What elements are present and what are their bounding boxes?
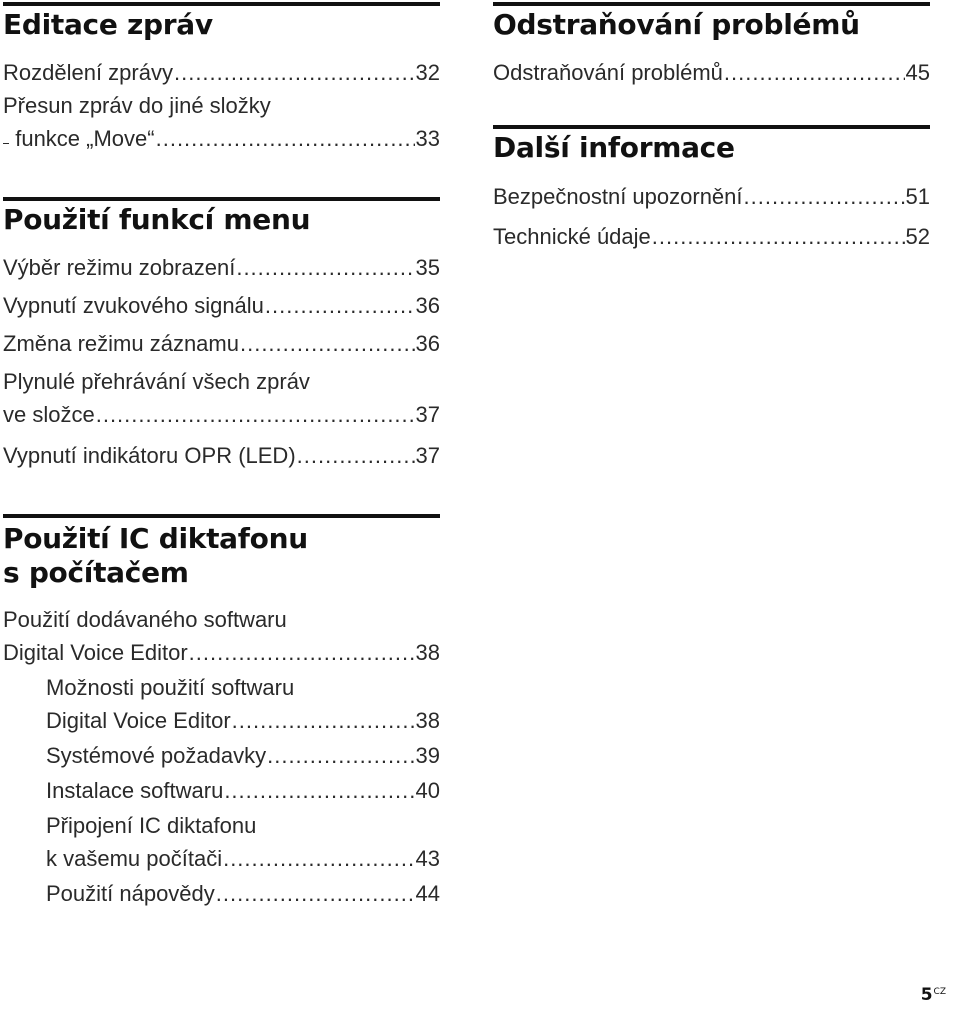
page-number-value: 5	[920, 985, 933, 1005]
toc-leader-dots	[224, 774, 414, 807]
toc-leader-dots	[236, 251, 414, 284]
toc-entry-text-line1: Použití dodávaného softwaru	[3, 607, 287, 632]
toc-leader-dots	[189, 636, 415, 669]
toc-subentry[interactable]	[3, 877, 440, 910]
toc-entry-text: Změna režimu záznamu	[3, 331, 239, 356]
section-title-line1: Použití IC diktafonu	[3, 522, 308, 555]
section-title: Odstraňování problémů	[493, 8, 860, 41]
toc-entry-page: 35	[415, 255, 440, 280]
toc-entry-page: 32	[415, 60, 440, 85]
toc-leader-dots	[724, 56, 905, 89]
toc-entries-menu	[3, 251, 440, 472]
toc-leader-dots	[216, 877, 415, 910]
toc-entry-text-line1: Připojení IC diktafonu	[46, 813, 257, 838]
toc-entry-text: Použití nápovědy	[46, 881, 215, 906]
toc-entry-text: k vašemu počítači	[46, 846, 223, 871]
toc-entry-text: Vypnutí indikátoru OPR (LED)	[3, 443, 296, 468]
toc-entry-page: 39	[415, 743, 440, 768]
toc-entry-text: Bezpečnostní upozornění	[493, 184, 743, 209]
toc-entry[interactable]	[3, 365, 440, 431]
toc-entries-editace	[3, 56, 440, 155]
toc-entry-text: Systémové požadavky	[46, 743, 267, 768]
toc-entry-page: 37	[415, 402, 440, 427]
toc-entry-page: 45	[905, 60, 930, 85]
toc-subentry[interactable]	[3, 739, 440, 772]
section-title-line2: s počítačem	[3, 556, 189, 589]
toc-entry-page: 33	[415, 126, 440, 151]
toc-leader-dots	[96, 398, 415, 431]
toc-entry-page: 37	[415, 443, 440, 468]
toc-entries-informace	[493, 180, 930, 253]
toc-entry[interactable]	[3, 439, 440, 472]
toc-leader-dots	[265, 289, 415, 322]
section-dalsi-informace	[493, 125, 930, 165]
toc-entry-page: 43	[415, 846, 440, 871]
toc-entry-text: Vypnutí zvukového signálu	[3, 293, 264, 318]
toc-leader-dots	[232, 704, 415, 737]
toc-leader-dots	[744, 180, 905, 213]
toc-entry-page: 38	[415, 640, 440, 665]
toc-entry-text-line1: Možnosti použití softwaru	[46, 675, 295, 700]
toc-entry-page: 51	[905, 184, 930, 209]
toc-entry[interactable]	[493, 220, 930, 253]
toc-entry[interactable]	[493, 180, 930, 213]
toc-entry-page: 40	[415, 778, 440, 803]
toc-entry[interactable]	[3, 56, 440, 89]
toc-entry[interactable]	[3, 251, 440, 284]
toc-entry-page: 36	[415, 293, 440, 318]
toc-entry-page: 36	[415, 331, 440, 356]
toc-leader-dots	[297, 439, 415, 472]
toc-entry-page: 44	[415, 881, 440, 906]
toc-entry[interactable]	[3, 89, 440, 155]
section-title: Použití funkcí menu	[3, 203, 311, 236]
toc-entries-pc	[3, 603, 440, 910]
toc-entry-text: Digital Voice Editor	[46, 708, 231, 733]
toc-entry[interactable]	[493, 56, 930, 89]
em-dash-line	[3, 143, 9, 144]
section-odstranovani-problemu	[493, 2, 930, 42]
section-title: Editace zpráv	[3, 8, 213, 41]
section-editace-zprav	[3, 2, 440, 42]
toc-entry-text: funkce „Move“	[15, 126, 155, 151]
toc-entry[interactable]	[3, 289, 440, 322]
toc-entries-problemy	[493, 56, 930, 89]
toc-entry-text: Výběr režimu zobrazení	[3, 255, 236, 280]
section-title: Další informace	[493, 131, 735, 164]
toc-entry[interactable]	[3, 603, 440, 669]
toc-leader-dots	[174, 56, 415, 89]
toc-entry-text: Digital Voice Editor	[3, 640, 188, 665]
toc-subentry[interactable]	[3, 774, 440, 807]
page-number	[921, 985, 946, 1005]
toc-entry-text: Odstraňování problémů	[493, 60, 723, 85]
page-lang-code: CZ	[933, 987, 946, 997]
toc-entry-page: 38	[415, 708, 440, 733]
toc-subentry[interactable]	[3, 809, 440, 875]
toc-entry-text-line1: Plynulé přehrávání všech zpráv	[3, 369, 310, 394]
toc-leader-dots	[223, 842, 414, 875]
toc-subentry[interactable]	[3, 671, 440, 737]
toc-entry-page: 52	[905, 224, 930, 249]
toc-entry-text: Instalace softwaru	[46, 778, 224, 803]
section-pouziti-funkci-menu	[3, 197, 440, 237]
toc-entry-text: Rozdělení zprávy	[3, 60, 173, 85]
toc-leader-dots	[156, 122, 415, 155]
toc-leader-dots	[652, 220, 905, 253]
toc-leader-dots	[240, 327, 415, 360]
toc-entry[interactable]	[3, 327, 440, 360]
toc-entry-text: Technické údaje	[493, 224, 651, 249]
toc-entry-text-line1: Přesun zpráv do jiné složky	[3, 93, 271, 118]
toc-leader-dots	[267, 739, 414, 772]
section-pouziti-ic-diktafonu	[3, 514, 440, 590]
toc-entry-text: ve složce	[3, 402, 95, 427]
